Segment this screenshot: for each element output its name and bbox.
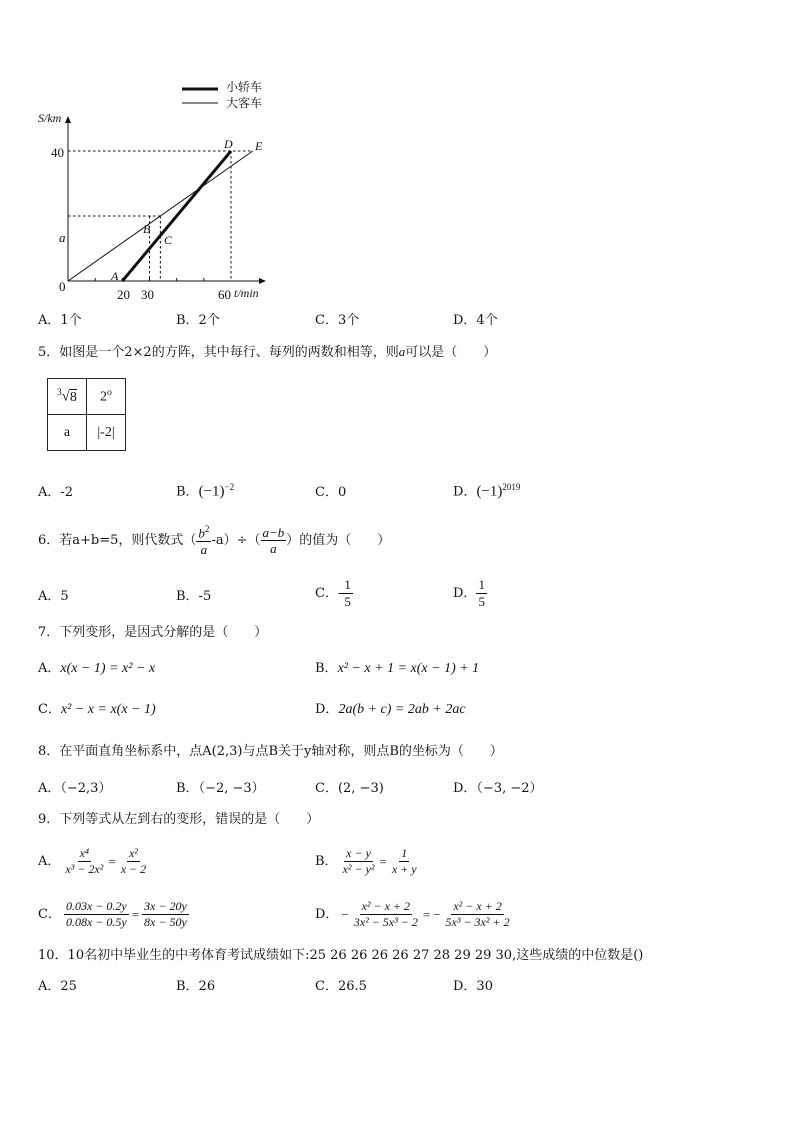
point-c-label: C — [164, 233, 173, 247]
origin-label: 0 — [59, 279, 66, 294]
point-a-label: A — [111, 269, 119, 283]
grid-cell-cuberoot: $^3$√8 — [48, 379, 87, 415]
y-axis-arrow-icon — [65, 116, 71, 123]
y-tick-40: 40 — [51, 145, 64, 160]
q10-question: 10．10名初中毕业生的中考体育考试成绩如下:25 26 26 26 26 27 28 29 29 30,这些成绩的中位数是() — [38, 948, 644, 963]
q8-option-a: A．（−2,3） — [38, 781, 112, 796]
q9-option-c: C． $\frac{0.03x - 0.2y}{0.08x - 0.5y}$ = $\frac{3x - 20y}{8x - 50y}$ — [38, 899, 187, 929]
q6-question: 6．若a+b=5，则代数式（ $\frac{b^2}{a}$ -a）÷（ $\frac{a-b}{a}$ ）的值为（ ） — [38, 524, 391, 557]
q9-option-d: D． − $\frac{\text{x² − x + 2}}{\text{3x² − 5x³ − 2}}$ = − $\frac{\text{x² − x + 2}}{\text{5x³ − 3x² + 2}}$ — [315, 899, 510, 929]
distance-time-graph — [30, 78, 330, 308]
q5-option-a: A．-2 — [38, 485, 74, 500]
x-tick-60: 60 — [218, 287, 231, 302]
q5-question: 5．如图是一个2×2的方阵，其中每行、每列的两数和相等，则a可以是（ ） — [38, 344, 497, 360]
q6-fraction-2: $\frac{a-b}{a}$ — [262, 524, 285, 557]
point-d-label: D — [224, 137, 233, 151]
q6-fraction-1: $\frac{b^2}{a}$ — [198, 524, 210, 557]
q7-option-a: A．x(x − 1) = x² − x — [38, 661, 156, 676]
x-tick-20: 20 — [117, 287, 130, 302]
q9-question: 9．下列等式从左到右的变形，错误的是（ ） — [38, 812, 320, 827]
q6-option-c: C．- $\frac{1}{5}$ — [315, 577, 351, 609]
x-tick-30: 30 — [141, 287, 154, 302]
q7-option-c: C．x² − x = x(x − 1) — [38, 702, 156, 717]
grid-cell-power: 2$^o$ — [87, 379, 126, 415]
q4-option-b: B．2个 — [176, 313, 220, 328]
q6-option-a: A．5 — [38, 589, 69, 604]
q5-option-b: B．$(-1)^{-2}$ — [176, 482, 235, 500]
q7-option-d: D．2a(b + c) = 2ab + 2ac — [315, 702, 466, 717]
q4-option-a: A．1个 — [38, 313, 82, 328]
q8-question: 8．在平面直角坐标系中，点A(2,3)与点B关于y轴对称，则点B的坐标为（ ） — [38, 744, 503, 759]
grid-cell-abs: |-2| — [87, 415, 126, 451]
q10-option-d: D．30 — [453, 979, 493, 994]
q10-option-c: C．26.5 — [315, 979, 367, 994]
q9-option-b: B． $\frac{x - y}{\text{x² − y²}}$ = $\frac{1}{x + y}$ — [315, 846, 417, 876]
q8-option-b: B．（−2, −3） — [176, 781, 265, 796]
q4-option-c: C．3个 — [315, 313, 360, 328]
y-tick-a: a — [59, 230, 66, 245]
point-b-label: B — [143, 222, 151, 236]
q4-option-d: D．4个 — [453, 313, 498, 328]
point-e-label: E — [255, 139, 263, 153]
y-axis-label: S/km — [38, 111, 62, 125]
q8-option-c: C．(2, −3) — [315, 781, 384, 796]
q9-option-a: A． $\frac{\text{x⁴}}{\text{x³ − 2x²}}$ = $\frac{\text{x²}}{x - 2}$ — [38, 846, 147, 876]
q5-grid — [47, 378, 126, 451]
x-axis-label: t/min — [234, 286, 259, 300]
q6-option-d: D． $\frac{1}{5}$ — [453, 577, 485, 609]
q7-question: 7．下列变形，是因式分解的是（ ） — [38, 625, 268, 640]
legend-bus-label: 大客车 — [226, 96, 263, 110]
q10-option-b: B．26 — [176, 979, 216, 994]
x-axis-arrow-icon — [259, 278, 266, 284]
legend-car-label: 小轿车 — [226, 80, 263, 94]
q5-option-d: D．$(-1)^{2019}$ — [453, 482, 521, 500]
q6-option-b: B．-5 — [176, 589, 212, 604]
q5-option-c: C．0 — [315, 485, 347, 500]
q10-option-a: A．25 — [38, 979, 77, 994]
q8-option-d: D．（−3, −2） — [453, 781, 543, 796]
grid-cell-a: a — [48, 415, 87, 451]
q7-option-b: B．x² − x + 1 = x(x − 1) + 1 — [315, 661, 480, 676]
